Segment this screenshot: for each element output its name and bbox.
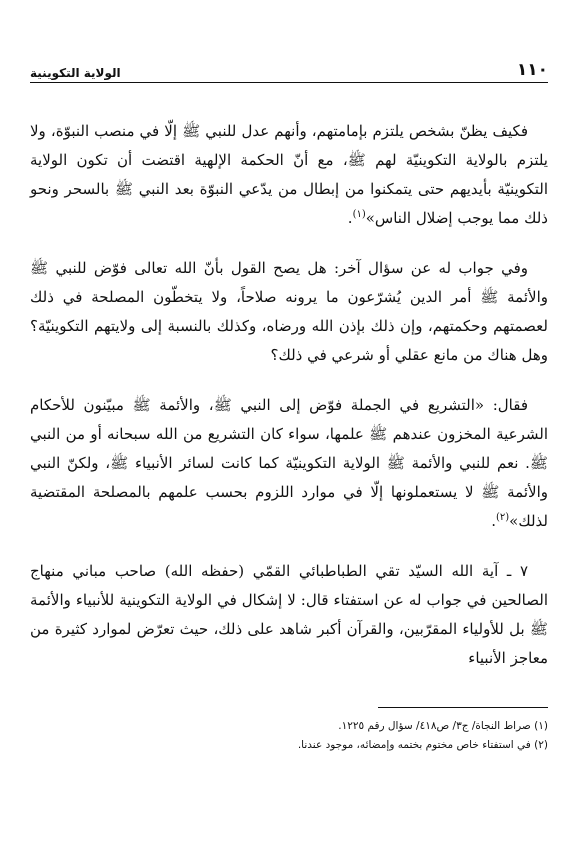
book-page (30, 0, 548, 841)
footnote: (٢) في استفتاء خاص مختوم بختمه وإمضائه، موجود عندنا. (297, 739, 548, 751)
paragraph (30, 391, 548, 536)
paragraph-tail: . (347, 209, 353, 227)
paragraph (30, 117, 548, 233)
footnote: (١) صراط النجاة/ ج٣/ ص٤١٨/ سؤال رقم ١٢٢٥. (338, 720, 548, 732)
paragraph-text: وفي جواب له عن سؤال آخر: هل يصح القول بأنّ الله تعالى فوّض للنبي ﷺ والأئمة ﷺ أمر الدين يُشرّعون ما يرونه صلاحاً، ولا يتخطّون المصلحة في ذلك لعصمتهم وحكمتهم، وإن ذلك بإذن الله ورضاه، وكذلك بالنسبة إلى ولايتهم التكوينيّة؟ وهل هناك من مانع عقلي أو شرعي في ذلك؟ (30, 259, 548, 364)
paragraph (30, 557, 548, 673)
paragraph-tail: . (491, 512, 496, 530)
footnote-divider (378, 707, 548, 708)
section-title: الولاية التكوينية (30, 66, 121, 80)
paragraph-text: فقال: «التشريع في الجملة فوّض إلى النبي ﷺ، والأئمة ﷺ مبيّنون للأحكام الشرعية المخزون عندهم ﷺ علمها، سواء كان التشريع من الله سبحانه أو من النبي ﷺ. نعم للنبي والأئمة ﷺ الولاية التكوينيّة كما كانت لسائر الأنبياء ﷺ، ولكنّ النبي والأئمة ﷺ لا يستعملونها إلّا في موارد اللزوم بحسب علمهم بالمصلحة المقتضية لذلك» (30, 396, 548, 530)
paragraph (30, 254, 548, 370)
footnote-mark[interactable]: (١) (352, 209, 366, 220)
footnotes (30, 717, 548, 755)
footnote-mark[interactable]: (٢) (495, 512, 510, 523)
body-text (30, 117, 548, 673)
paragraph-text: ٧ ـ آية الله السيّد تقي الطباطبائي القمّي (حفظه الله) صاحب مباني منهاج الصالحين في جواب له عن استفتاء قال: لا إشكال في الولاية التكوينية للأنبياء والأئمة ﷺ بل للأولياء المقرّبين، والقرآن أكبر شاهد على ذلك، حيث تعرّض لموارد كثيرة من معاجز الأنبياء (30, 562, 548, 667)
page-number: ١١٠ (516, 60, 548, 80)
running-head (30, 58, 548, 83)
paragraph-text: فكيف يظنّ بشخص يلتزم بإمامتهم، وأنهم عدل للنبي ﷺ إلّا في منصب النبوّة، ولا يلتزم بالولاية التكوينيّة لهم ﷺ، مع أنّ الحكمة الإلهية اقتضت أن تكون الولاية التكوينيّة بأيديهم حتى يتمكنوا من إبطال من يدّعي النبوّة بعد النبي ﷺ بالسحر ونحو ذلك مما يوجب إضلال الناس» (30, 122, 548, 227)
